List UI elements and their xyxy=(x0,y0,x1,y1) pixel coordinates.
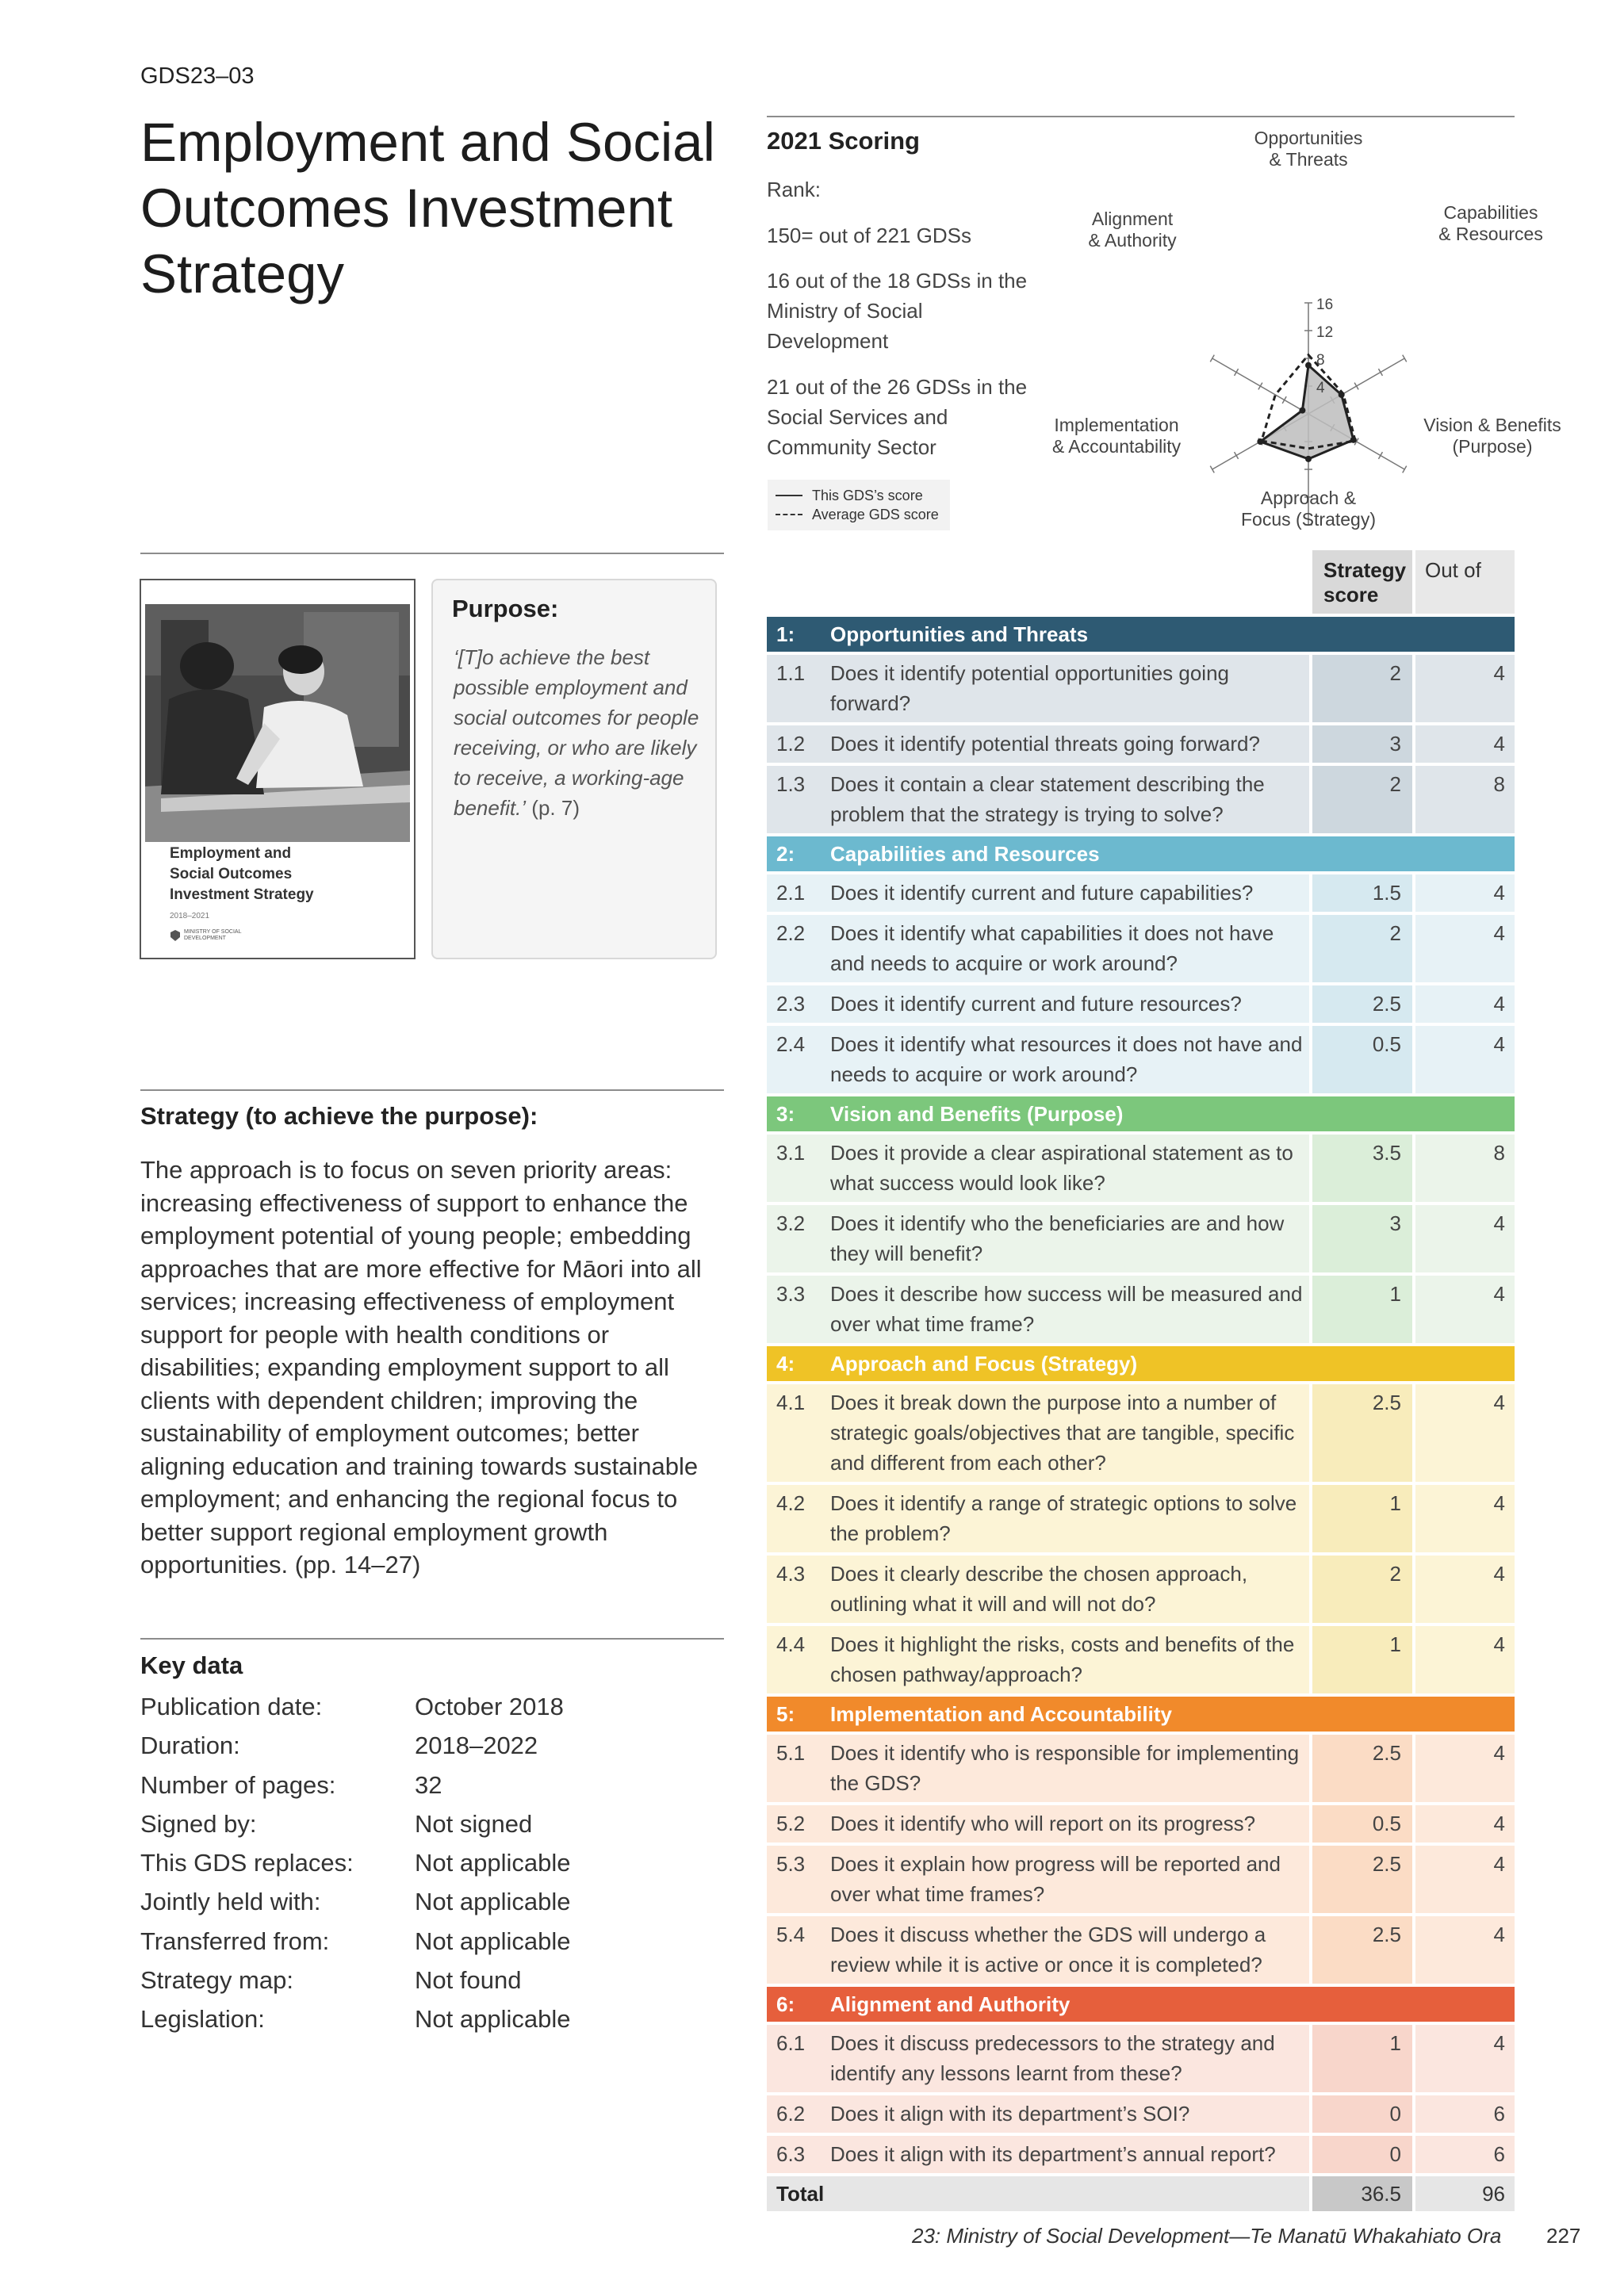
question-row xyxy=(767,1276,1515,1343)
divider xyxy=(767,116,1515,117)
question-row xyxy=(767,2095,1515,2133)
question-row xyxy=(767,1485,1515,1552)
question-row xyxy=(767,766,1515,833)
section-title: Approach and Focus (Strategy) xyxy=(830,1351,1138,1376)
key-data-label: Duration: xyxy=(140,1732,240,1760)
this-gds-point xyxy=(1305,362,1312,369)
key-data-table xyxy=(140,1693,570,2045)
question-row xyxy=(767,1846,1515,1913)
question-number: 1.2 xyxy=(776,732,806,756)
radar-chart xyxy=(1051,119,1561,531)
radar-tick xyxy=(1378,369,1382,376)
strategy-score-cell: 0.5 xyxy=(1312,1026,1412,1093)
key-data-value: Not applicable xyxy=(415,1888,571,1916)
this-gds-point xyxy=(1350,437,1357,443)
key-data-row xyxy=(140,2005,570,2044)
strategy-score-cell: 0 xyxy=(1312,2095,1412,2133)
out-of-cell: 4 xyxy=(1415,915,1515,982)
key-data-row xyxy=(140,1810,570,1849)
key-data-label: Transferred from: xyxy=(140,1927,330,1955)
strategy-score-cell: 2 xyxy=(1312,655,1412,722)
rank-sector: 21 out of the 26 GDSs in the Social Services and Community Sector xyxy=(767,375,1028,459)
question-text: Does it describe how success will be measured and over what time frame? xyxy=(830,1282,1303,1336)
out-of-cell: 4 xyxy=(1415,1805,1515,1843)
strategy-score-header: Strategy score xyxy=(1312,550,1412,614)
rank-overall: 150= out of 221 GDSs xyxy=(767,224,972,247)
strategy-score-cell: 1.5 xyxy=(1312,874,1412,912)
out-of-cell: 4 xyxy=(1415,1384,1515,1482)
question-number: 6.1 xyxy=(776,2031,806,2055)
question-number: 5.4 xyxy=(776,1923,806,1946)
radar-tick-label: 4 xyxy=(1316,380,1325,396)
radar-axis-label: Vision & Benefits (Purpose) xyxy=(1423,415,1561,457)
footer-text: 23: Ministry of Social Development—Te Manatū Whakahiato Ora xyxy=(912,2224,1502,2248)
radar-axis-label: Implementation & Accountability xyxy=(1051,415,1182,457)
key-data-row xyxy=(140,1966,570,2005)
section-number: 4: xyxy=(776,1351,795,1376)
question-row xyxy=(767,1556,1515,1623)
question-text: Does it identify what capabilities it does not have and needs to acquire or work around? xyxy=(830,921,1274,975)
section-title: Opportunities and Threats xyxy=(830,622,1089,646)
question-text: Does it highlight the risks, costs and benefits of the chosen pathway/approach? xyxy=(830,1632,1295,1686)
out-of-cell: 4 xyxy=(1415,985,1515,1023)
section-number: 6: xyxy=(776,1992,795,2016)
purpose-box xyxy=(431,579,717,959)
key-data-value: Not applicable xyxy=(415,2005,571,2034)
section-number: 1: xyxy=(776,622,795,646)
section-header-row xyxy=(767,617,1515,652)
this-gds-point xyxy=(1299,408,1305,414)
out-of-cell: 6 xyxy=(1415,2095,1515,2133)
out-of-cell: 4 xyxy=(1415,1556,1515,1623)
question-number: 5.2 xyxy=(776,1812,806,1835)
key-data-value: Not applicable xyxy=(415,1849,571,1877)
strategy-score-cell: 2.5 xyxy=(1312,1735,1412,1802)
question-text: Does it contain a clear statement describing the problem that the strategy is trying to solve? xyxy=(830,772,1265,826)
out-of-cell: 4 xyxy=(1415,874,1515,912)
radar-tick xyxy=(1378,452,1382,459)
purpose-text xyxy=(454,642,707,823)
radar-tick xyxy=(1210,355,1214,362)
radar-tick-label: 8 xyxy=(1316,352,1325,369)
question-text: Does it clearly describe the chosen approach, outlining what it will and will not do? xyxy=(830,1562,1248,1616)
out-of-cell: 4 xyxy=(1415,1916,1515,1984)
strategy-score-cell: 2.5 xyxy=(1312,1916,1412,1984)
question-row xyxy=(767,655,1515,722)
question-text: Does it identify a range of strategic options to solve the problem? xyxy=(830,1491,1297,1545)
strategy-score-cell: 2.5 xyxy=(1312,1384,1412,1482)
out-of-cell: 4 xyxy=(1415,725,1515,763)
question-text: Does it identify potential threats going forward? xyxy=(830,732,1260,756)
purpose-heading: Purpose: xyxy=(452,595,559,622)
radar-axis-label: Capabilities & Resources xyxy=(1438,202,1543,244)
radar-axis-label: Opportunities & Threats xyxy=(1254,128,1363,170)
key-data-label: Signed by: xyxy=(140,1809,257,1838)
rank-department: 16 out of the 18 GDSs in the Ministry of Social Development xyxy=(767,269,1028,353)
key-data-label: Strategy map: xyxy=(140,1966,293,1995)
scoring-heading: 2021 Scoring xyxy=(767,127,920,155)
question-text: Does it identify who the beneficiaries are and how they will benefit? xyxy=(830,1211,1285,1265)
key-data-row xyxy=(140,1732,570,1770)
this-gds-point xyxy=(1305,456,1312,462)
strategy-score-cell: 1 xyxy=(1312,1626,1412,1693)
question-number: 4.2 xyxy=(776,1491,806,1515)
section-number: 3: xyxy=(776,1101,795,1126)
strategy-score-cell: 3 xyxy=(1312,1205,1412,1272)
key-data-value: Not found xyxy=(415,1966,522,1995)
question-row xyxy=(767,1205,1515,1272)
page-number: 227 xyxy=(1546,2224,1581,2248)
key-data-label: This GDS replaces: xyxy=(140,1849,354,1877)
section-header-row xyxy=(767,1697,1515,1732)
section-title: Alignment and Authority xyxy=(830,1992,1071,2016)
out-of-cell: 4 xyxy=(1415,1026,1515,1093)
radar-tick xyxy=(1403,466,1407,473)
out-of-cell: 4 xyxy=(1415,1735,1515,1802)
out-of-cell: 4 xyxy=(1415,2025,1515,2092)
question-row xyxy=(767,2025,1515,2092)
question-text: Does it discuss predecessors to the strategy and identify any lessons learnt from these? xyxy=(830,2031,1275,2085)
question-text: Does it explain how progress will be reported and over what time frames? xyxy=(830,1852,1281,1906)
out-of-cell: 4 xyxy=(1415,1626,1515,1693)
question-row xyxy=(767,1805,1515,1843)
key-data-row xyxy=(140,1771,570,1810)
radar-tick xyxy=(1210,466,1214,473)
key-data-value: 32 xyxy=(415,1770,442,1799)
question-number: 4.3 xyxy=(776,1562,806,1586)
question-number: 2.2 xyxy=(776,921,806,945)
question-number: 6.3 xyxy=(776,2142,806,2166)
strategy-score-cell: 0 xyxy=(1312,2136,1412,2173)
radar-tick-label: 12 xyxy=(1316,324,1334,341)
question-number: 2.3 xyxy=(776,992,806,1016)
key-data-value: 2018–2022 xyxy=(415,1732,538,1760)
strategy-score-cell: 3.5 xyxy=(1312,1135,1412,1202)
table-header xyxy=(767,550,1515,614)
section-number: 2: xyxy=(776,841,795,866)
question-text: Does it identify current and future resources? xyxy=(830,992,1242,1016)
this-gds-point xyxy=(1257,438,1263,445)
question-number: 4.1 xyxy=(776,1391,806,1414)
key-data-row xyxy=(140,1849,570,1888)
radar-axis-label: Approach & Focus (Strategy) xyxy=(1241,488,1376,530)
question-row xyxy=(767,915,1515,982)
strategy-score-cell: 2 xyxy=(1312,1556,1412,1623)
question-text: Does it align with its department’s annual report? xyxy=(830,2142,1276,2166)
divider xyxy=(140,553,724,554)
radar-axis-label: Alignment & Authority xyxy=(1088,209,1177,251)
cover-title: Employment and Social Outcomes Investment Strategy xyxy=(170,845,314,903)
page-title: Employment and Social Outcomes Investment Strategy xyxy=(140,112,715,304)
out-of-cell: 4 xyxy=(1415,1485,1515,1552)
strategy-cover-image xyxy=(140,579,416,959)
question-number: 3.3 xyxy=(776,1282,806,1306)
radar-tick xyxy=(1282,396,1286,404)
document-code: GDS23–03 xyxy=(140,63,255,89)
question-number: 1.1 xyxy=(776,661,806,685)
question-text: Does it identify who will report on its progress? xyxy=(830,1812,1256,1835)
radar-tick xyxy=(1235,452,1239,459)
out-of-cell: 8 xyxy=(1415,1135,1515,1202)
question-number: 2.1 xyxy=(776,881,806,905)
section-header-row xyxy=(767,1096,1515,1131)
key-data-label: Jointly held with: xyxy=(140,1888,321,1916)
out-of-cell: 4 xyxy=(1415,1276,1515,1343)
question-row xyxy=(767,725,1515,763)
strategy-score-cell: 1 xyxy=(1312,1485,1412,1552)
out-of-cell: 4 xyxy=(1415,655,1515,722)
solid-line-swatch xyxy=(776,495,802,496)
legend-average: Average GDS score xyxy=(812,507,939,522)
ministry-logo: MINISTRY OF SOCIAL DEVELOPMENT xyxy=(170,929,241,942)
cover-photo xyxy=(145,604,410,842)
key-data-label: Publication date: xyxy=(140,1693,323,1720)
section-title: Capabilities and Resources xyxy=(830,841,1100,866)
question-number: 3.1 xyxy=(776,1141,806,1165)
key-data-label: Number of pages: xyxy=(140,1770,336,1799)
question-number: 3.2 xyxy=(776,1211,806,1235)
dotted-line-swatch xyxy=(776,514,802,515)
purpose-quote: ‘[T]o achieve the best possible employment and social outcomes for people receiving, or who are likely to receive, a working-age benefit.’ xyxy=(454,645,699,820)
strategy-heading: Strategy (to achieve the purpose): xyxy=(140,1102,538,1130)
radar-tick xyxy=(1258,383,1262,390)
question-number: 5.3 xyxy=(776,1852,806,1876)
key-data-label: Legislation: xyxy=(140,2005,265,2034)
section-title: Implementation and Accountability xyxy=(830,1701,1172,1726)
this-gds-point xyxy=(1339,392,1345,398)
question-text: Does it align with its department’s SOI? xyxy=(830,2102,1190,2126)
radar-tick-label: 16 xyxy=(1316,297,1334,313)
legend-this-gds: This GDS’s score xyxy=(812,488,923,503)
section-number: 5: xyxy=(776,1701,795,1726)
question-text: Does it identify potential opportunities going forward? xyxy=(830,661,1229,715)
total-row xyxy=(767,2176,1515,2211)
radar-tick xyxy=(1235,369,1239,376)
score-table xyxy=(767,550,1515,2211)
question-text: Does it provide a clear aspirational statement as to what success would look like? xyxy=(830,1141,1293,1195)
strategy-score-cell: 1 xyxy=(1312,1276,1412,1343)
cover-years: 2018–2021 xyxy=(170,912,210,920)
strategy-score-cell: 2 xyxy=(1312,915,1412,982)
purpose-reference: (p. 7) xyxy=(526,796,580,820)
radar-legend xyxy=(768,480,950,530)
key-data-heading: Key data xyxy=(140,1651,243,1679)
key-data-row xyxy=(140,1693,570,1732)
out-of-cell: 6 xyxy=(1415,2136,1515,2173)
question-row xyxy=(767,874,1515,912)
section-header-row xyxy=(767,1987,1515,2022)
out-of-header: Out of xyxy=(1415,550,1515,614)
strategy-score-cell: 3 xyxy=(1312,725,1412,763)
out-of-cell: 4 xyxy=(1415,1846,1515,1913)
strategy-score-cell: 2.5 xyxy=(1312,1846,1412,1913)
question-row xyxy=(767,1916,1515,1984)
total-score: 36.5 xyxy=(1312,2176,1412,2211)
question-text: Does it identify what resources it does not have and needs to acquire or work around? xyxy=(830,1032,1303,1086)
key-data-row xyxy=(140,1888,570,1927)
strategy-score-cell: 1 xyxy=(1312,2025,1412,2092)
rank-label: Rank: xyxy=(767,178,821,201)
out-of-cell: 8 xyxy=(1415,766,1515,833)
question-number: 1.3 xyxy=(776,772,806,796)
strategy-text: The approach is to focus on seven priority areas: increasing effectiveness of support to enhance the employment potential of young people; embedding approaches that are more effective for Māori into all services; increasing effectiveness of employment support for people with health conditions or disabilities; expanding employment support to all clients with dependent children; improving the sustainability of employment outcomes; better aligning education and training towards sustainable employment; and enhancing the regional focus to better support regional employment growth opportunities. (pp. 14–27) xyxy=(140,1156,702,1578)
this-gds-polygon xyxy=(1260,365,1353,459)
key-data-value: October 2018 xyxy=(415,1693,564,1720)
question-text: Does it identify who is responsible for implementing the GDS? xyxy=(830,1741,1300,1795)
divider xyxy=(140,1638,724,1640)
divider xyxy=(140,1089,724,1091)
out-of-cell: 4 xyxy=(1415,1205,1515,1272)
strategy-score-cell: 0.5 xyxy=(1312,1805,1412,1843)
section-title: Vision and Benefits (Purpose) xyxy=(830,1101,1124,1126)
question-text: Does it identify current and future capabilities? xyxy=(830,881,1254,905)
question-number: 2.4 xyxy=(776,1032,806,1056)
key-data-row xyxy=(140,1927,570,1966)
radar-tick xyxy=(1354,383,1358,390)
question-number: 5.1 xyxy=(776,1741,806,1765)
strategy-score-cell: 2.5 xyxy=(1312,985,1412,1023)
key-data-value: Not signed xyxy=(415,1809,533,1838)
section-header-row xyxy=(767,836,1515,871)
question-row xyxy=(767,1026,1515,1093)
question-number: 6.2 xyxy=(776,2102,806,2126)
question-text: Does it discuss whether the GDS will undergo a review while it is active or once it is completed? xyxy=(830,1923,1266,1976)
strategy-score-cell: 2 xyxy=(1312,766,1412,833)
question-row xyxy=(767,1384,1515,1482)
question-number: 4.4 xyxy=(776,1632,806,1656)
radar-tick xyxy=(1403,355,1407,362)
section-header-row xyxy=(767,1346,1515,1381)
total-out-of: 96 xyxy=(1415,2176,1515,2211)
question-row xyxy=(767,1626,1515,1693)
total-label: Total xyxy=(767,2176,1309,2211)
question-row xyxy=(767,985,1515,1023)
question-row xyxy=(767,2136,1515,2173)
question-row xyxy=(767,1135,1515,1202)
question-row xyxy=(767,1735,1515,1802)
question-text: Does it break down the purpose into a number of strategic goals/objectives that are tangible, specific and different from each other? xyxy=(830,1391,1295,1475)
key-data-value: Not applicable xyxy=(415,1927,571,1955)
